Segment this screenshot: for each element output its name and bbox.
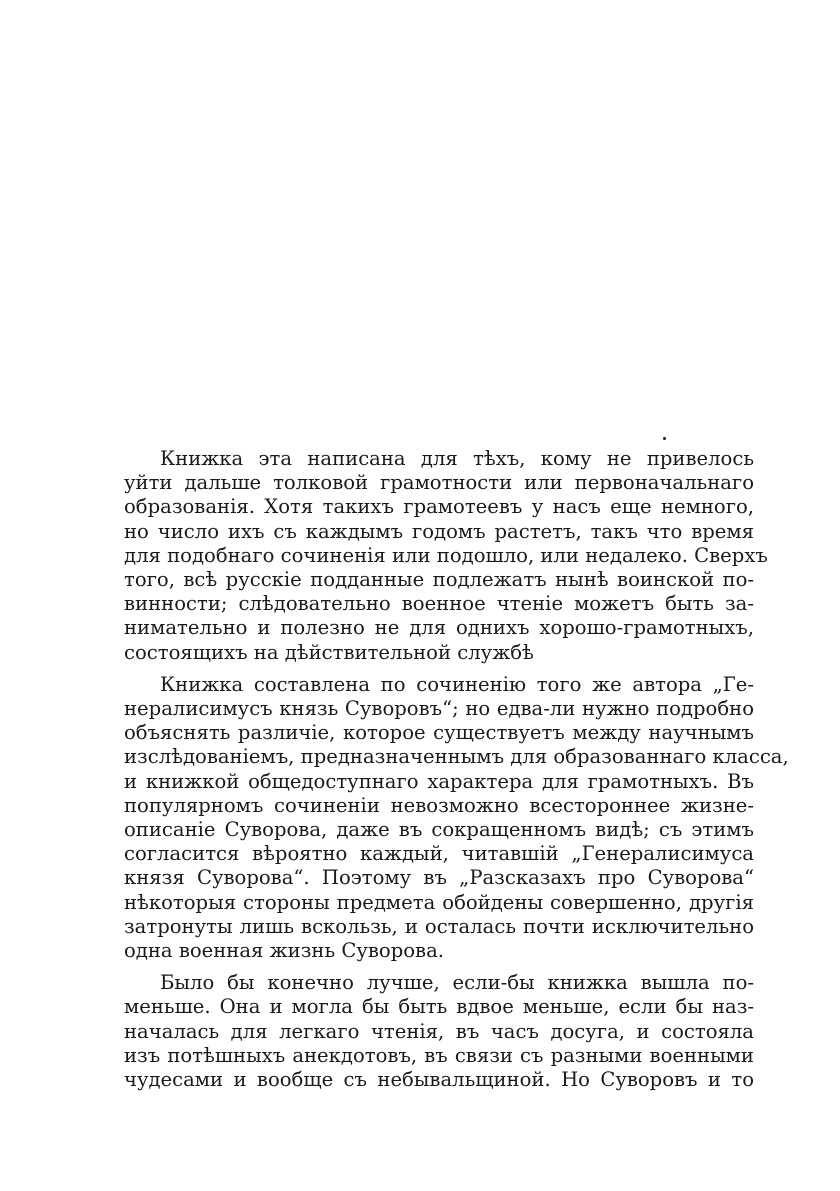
text-line: Было бы конечно лучше, если-бы книжка вышла по- <box>160 971 754 995</box>
text-line: для подобнаго сочиненія или подошло, или недалеко. Сверхъ <box>124 543 768 567</box>
text-line: началась для легкаго чтенія, въ часъ досуга, и состояла <box>124 1019 754 1043</box>
text-line: объяснять различіе, которое существуетъ между научнымъ <box>124 721 754 745</box>
print-speck <box>663 437 666 440</box>
paragraph-3 <box>124 971 754 1092</box>
text-line: изслѣдованіемъ, предназначеннымъ для образованнаго класса, <box>124 745 789 769</box>
paragraph-2 <box>124 672 789 963</box>
text-line: описаніе Суворова, даже въ сокращенномъ видѣ; съ этимъ <box>124 818 754 842</box>
text-line: нералисимусъ князь Суворовъ“; но едва-ли нужно подробно <box>124 697 754 721</box>
text-line: согласится вѣроятно каждый, читавшій „Генералисимуса <box>124 842 754 866</box>
text-line: Книжка эта написана для тѣхъ, кому не привелось <box>160 447 754 470</box>
text-line: винности; слѣдовательно военное чтеніе можетъ быть за- <box>124 592 754 616</box>
text-line: того, всѣ русскіе подданные подлежатъ нынѣ воинской по- <box>124 568 754 592</box>
text-line: состоящихъ на дѣйствительной службѣ <box>124 640 534 664</box>
paragraph-1 <box>124 447 768 665</box>
body-text <box>124 447 789 1100</box>
text-line: затронуты лишь вскользь, и осталась почти исключительно <box>124 914 754 938</box>
text-line: князя Суворова“. Поэтому въ „Разсказахъ про Суворова“ <box>124 866 754 890</box>
text-line: популярномъ сочиненіи невозможно всестороннее жизне- <box>124 793 754 817</box>
text-line: изъ потѣшныхъ анекдотовъ, въ связи съ разными военными <box>124 1043 754 1067</box>
text-line: но число ихъ съ каждымъ годомъ растетъ, такъ что время <box>124 519 754 543</box>
text-line: Книжка составлена по сочиненію того же автора „Ге- <box>160 672 754 696</box>
text-line: чудесами и вообще съ небывальщиной. Но Суворовъ и то <box>124 1068 754 1092</box>
text-line: и книжкой общедоступнаго характера для грамотныхъ. Въ <box>124 769 754 793</box>
text-line: нимательно и полезно не для однихъ хорошо-грамотныхъ, <box>124 616 754 640</box>
text-line: меньше. Она и могла бы быть вдвое меньше, если бы наз- <box>124 995 754 1019</box>
text-line: нѣкоторыя стороны предмета обойдены совершенно, другія <box>124 890 754 914</box>
text-line: одна военная жизнь Суворова. <box>124 939 444 963</box>
text-line: уйти дальше толковой грамотности или первоначальнаго <box>124 471 754 495</box>
text-line: образованія. Хотя такихъ грамотеевъ у насъ еще немного, <box>124 495 754 519</box>
